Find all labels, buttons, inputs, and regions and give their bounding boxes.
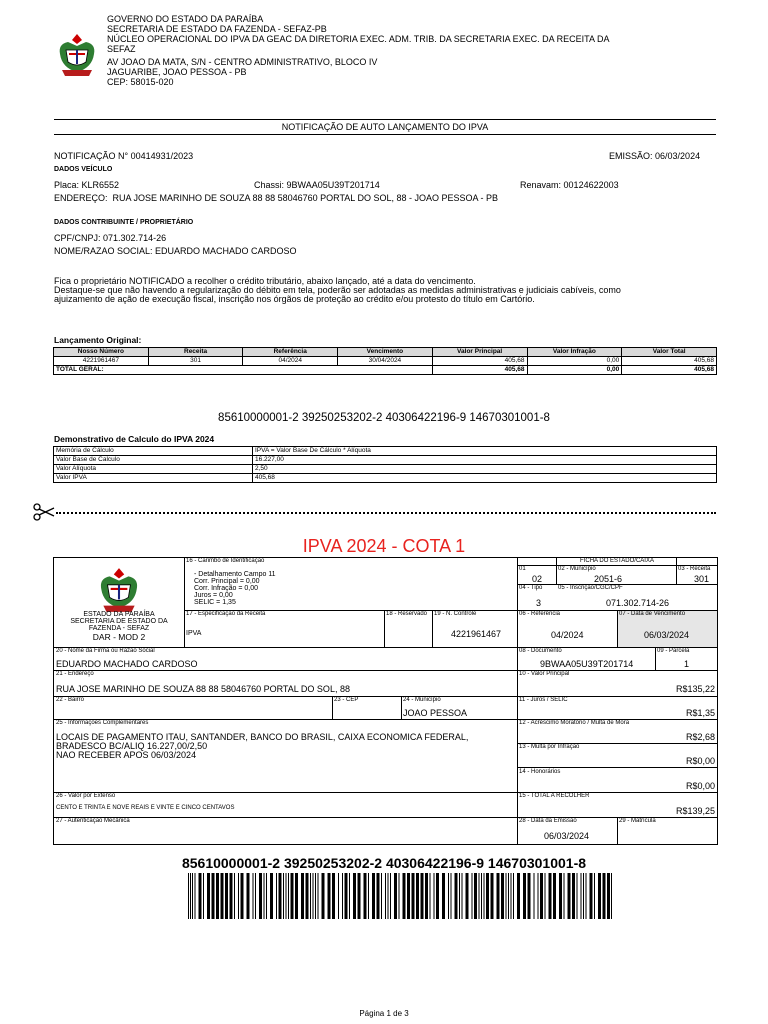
header-line2: SECRETARIA DE ESTADO DA FAZENDA - SEFAZ-PB — [107, 24, 327, 34]
column-header: Receita — [148, 348, 243, 357]
table-cell: Valor Base de Calculo — [54, 456, 253, 465]
field-01-value: 02 — [532, 574, 543, 584]
field-26-value: CENTO E TRINTA E NOVE REAIS E VINTE E CINCO CENTAVOS — [56, 805, 235, 811]
field-16-line: SELIC = 1,35 — [194, 599, 236, 606]
field-10-value: R$135,22 — [675, 684, 715, 694]
table-cell: 0,00 — [527, 366, 622, 375]
field-10-label: 10 - Valor Principal — [519, 671, 570, 677]
table-row — [54, 447, 717, 456]
divider — [54, 119, 716, 120]
total-label: TOTAL GERAL: — [54, 366, 433, 375]
dar-org1: ESTADO DA PARAÍBA — [83, 611, 155, 618]
field-01-label: 01 — [519, 566, 526, 572]
column-header: Valor Principal — [432, 348, 527, 357]
table-cell: 16.227,00 — [253, 456, 717, 465]
field-13-value: R$0,00 — [685, 756, 715, 766]
field-04-label: 04 - Tipo — [519, 585, 543, 591]
vehicle-chassis: Chassi: 9BWAA05U39T201714 — [254, 180, 380, 190]
table-row — [54, 456, 717, 465]
field-12-value: R$2,68 — [685, 732, 715, 742]
field-18-label: 18 - Reservado — [386, 611, 428, 617]
column-header: Vencimento — [338, 348, 433, 357]
column-header: Valor Total — [622, 348, 717, 357]
field-16-line: Corr. Infração = 0,00 — [194, 585, 259, 592]
barcode-digit-line: 85610000001-2 39250253202-2 40306422196-9 14670301001-8 — [181, 855, 587, 871]
header-cep: CEP: 58015-020 — [107, 77, 174, 87]
field-14-label: 14 - Honorários — [519, 769, 561, 775]
field-08-value: 9BWAA05U39T201714 — [540, 659, 634, 669]
table-cell: 405,68 — [432, 357, 527, 366]
table-row — [54, 474, 717, 483]
field-23-label: 23 - CEP — [334, 697, 359, 703]
notice-line: ajuizamento de ação de execução fiscal, inscrição nos órgãos de proteção ao crédito e/ou protesto do título em Cartório. — [54, 294, 535, 304]
field-21-value: RUA JOSE MARINHO DE SOUZA 88 88 58046760 PORTAL DO SOL, 88 — [56, 684, 350, 694]
calculo-table — [53, 446, 717, 483]
field-05-value: 071.302.714-26 — [606, 598, 670, 608]
field-09-label: 09 - Parcela — [657, 648, 690, 654]
vehicle-plate: Placa: KLR6552 — [54, 180, 120, 190]
barcode-digit-line: 85610000001-2 39250253202-2 40306422196-9 14670301001-8 — [218, 412, 550, 424]
field-14-value: R$0,00 — [685, 781, 715, 791]
ficha-label: FICHA DO ESTADO/CAIXA — [580, 558, 654, 564]
cota-title: IPVA 2024 - COTA 1 — [302, 536, 466, 556]
table-cell: 04/2024 — [243, 357, 338, 366]
field-16-line: Juros = 0,00 — [194, 592, 233, 599]
vehicle-heading: DADOS VEÍCULO — [54, 166, 113, 173]
field-15-value: R$139,25 — [675, 806, 715, 816]
field-03-value: 301 — [694, 574, 710, 584]
table-total-row — [54, 366, 717, 375]
field-19-label: 19 - N. Controle — [434, 611, 477, 617]
field-28-label: 28 - Data da Emissão — [519, 818, 577, 824]
owner-heading: DADOS CONTRIBUINTE / PROPRIETÁRIO — [54, 219, 194, 226]
notification-number: NOTIFICAÇÃO N° 00414931/2023 — [54, 151, 194, 161]
lancamento-table — [53, 347, 717, 375]
field-05-label: 05 - Inscrição/CGC/CPF — [558, 585, 623, 591]
document-title: NOTIFICAÇÃO DE AUTO LANÇAMENTO DO IPVA — [281, 122, 489, 132]
field-08-label: 08 - Documento — [519, 648, 562, 654]
table-cell: Memória de Cálculo — [54, 447, 253, 456]
header-district: JAGUARIBE, JOAO PESSOA - PB — [107, 67, 247, 77]
field-16-label: 16 - Carimbo de Identificação — [186, 558, 265, 564]
field-03-label: 03 - Receita — [678, 566, 711, 572]
column-header: Referência — [243, 348, 338, 357]
field-19-value: 4221961467 — [451, 629, 502, 639]
table-cell: 405,68 — [432, 366, 527, 375]
field-07-label: 07 - Data de Vencimento — [619, 611, 686, 617]
field-02-label: 02 - Município — [558, 566, 596, 572]
field-16-line: - Detalhamento Campo 11 — [194, 571, 276, 578]
owner-name: NOME/RAZAO SOCIAL: EDUARDO MACHADO CARDOSO — [54, 246, 297, 256]
dar-org3: FAZENDA - SEFAZ — [88, 625, 150, 632]
emission-date: EMISSÃO: 06/03/2024 — [609, 151, 701, 161]
table-cell: 30/04/2024 — [338, 357, 433, 366]
field-28-value: 06/03/2024 — [544, 831, 590, 841]
coat-of-arms-icon — [96, 566, 142, 614]
table-cell: 2,50 — [253, 465, 717, 474]
table-cell: 4221961467 — [54, 357, 149, 366]
table-cell: 0,00 — [527, 357, 622, 366]
field-06-label: 06 - Referência — [519, 611, 561, 617]
vehicle-renavam: Renavam: 00124622003 — [520, 180, 619, 190]
column-header: Nosso Número — [54, 348, 149, 357]
owner-cpf: CPF/CNPJ: 071.302.714-26 — [54, 233, 167, 243]
field-07-value: 06/03/2024 — [644, 630, 690, 640]
header-line3: NÚCLEO OPERACIONAL DO IPVA DA GEAC DA DIRETORIA EXEC. ADM. TRIB. DA SECRETARIA EXEC. DA RECEITA DA — [107, 34, 610, 44]
field-20-value: EDUARDO MACHADO CARDOSO — [56, 659, 198, 669]
dar-form — [53, 557, 718, 845]
field-06-value: 04/2024 — [551, 630, 584, 640]
cut-line — [56, 512, 716, 514]
page-footer: Página 1 de 3 — [359, 1009, 409, 1018]
table-cell: 301 — [148, 357, 243, 366]
field-24-value: JOAO PESSOA — [403, 708, 468, 718]
field-21-label: 21 - Endereço — [56, 671, 94, 677]
table-cell: 405,68 — [253, 474, 717, 483]
divider — [54, 134, 716, 135]
column-header: Valor Infração — [527, 348, 622, 357]
field-09-value: 1 — [684, 659, 690, 669]
vehicle-address: ENDEREÇO: RUA JOSE MARINHO DE SOUZA 88 88 58046760 PORTAL DO SOL, 88 - JOAO PESSOA - PB — [54, 193, 499, 203]
field-11-value: R$1,35 — [685, 708, 715, 718]
notice-line: Destaque-se que não havendo a regularização do débito em tela, poderão ser adotadas as medidas administrativas e judiciais cabíveis, como — [54, 285, 621, 295]
field-16-line: Corr. Principal = 0,00 — [194, 578, 260, 585]
field-15-label: 15 - TOTAL A RECOLHER — [519, 793, 590, 799]
table-cell: IPVA = Valor Base De Cálculo * Alíquota — [253, 447, 717, 456]
table-row — [54, 465, 717, 474]
field-11-label: 11 - Juros / SELIC — [519, 697, 568, 703]
field-29-label: 29 - Matrícula — [619, 818, 656, 824]
field-25-line: BRADESCO BC/ALIQ 16.227,00/2,50 — [56, 741, 208, 751]
field-13-label: 13 - Multa por Infração — [519, 744, 580, 750]
field-24-label: 24 - Município — [403, 697, 441, 703]
barcode — [188, 873, 612, 919]
field-26-label: 26 - Valor por Extenso — [56, 793, 116, 799]
notice-line: Fica o proprietário NOTIFICADO a recolher o crédito tributário, abaixo lançado, até a data do vencimento. — [54, 276, 476, 286]
table-cell: Valor Alíquota — [54, 465, 253, 474]
field-25-label: 25 - Informações Complementares — [56, 720, 149, 726]
dar-mod: DAR - MOD 2 — [92, 632, 146, 642]
table-cell: 405,68 — [622, 357, 717, 366]
header-line4: SEFAZ — [107, 44, 136, 54]
field-25-line: LOCAIS DE PAGAMENTO ITAU, SANTANDER, BANCO DO BRASIL, CAIXA ECONOMICA FEDERAL, — [56, 732, 469, 742]
field-27-label: 27 - Autenticação Mecânica — [56, 818, 130, 824]
dar-org2: SECRETARIA DE ESTADO DA — [70, 618, 168, 625]
field-17-value: IPVA — [186, 630, 202, 637]
field-20-label: 20 - Nome da Firma ou Razão Social — [56, 648, 155, 654]
header-line1: GOVERNO DO ESTADO DA PARAÍBA — [107, 14, 264, 24]
field-22-label: 22 - Bairro — [56, 697, 85, 703]
field-12-label: 12 - Acréscimo Moratório / Multa de Mora — [519, 720, 630, 726]
table-header-row — [54, 348, 717, 357]
scissors-icon — [33, 503, 55, 521]
field-02-value: 2051-6 — [594, 574, 623, 584]
table-cell: Valor IPVA — [54, 474, 253, 483]
coat-of-arms-icon — [56, 32, 98, 78]
field-25-line: NAO RECEBER APOS 06/03/2024 — [56, 750, 197, 760]
field-17-label: 17 - Especificação da Receita — [186, 611, 266, 617]
calculo-heading: Demonstrativo de Calculo do IPVA 2024 — [54, 434, 215, 444]
field-04-value: 3 — [536, 598, 542, 608]
header-address: AV JOAO DA MATA, S/N - CENTRO ADMINISTRATIVO, BLOCO IV — [107, 57, 378, 67]
table-cell: 405,68 — [622, 366, 717, 375]
lancamento-heading: Lançamento Original: — [54, 335, 142, 345]
table-row — [54, 357, 717, 366]
